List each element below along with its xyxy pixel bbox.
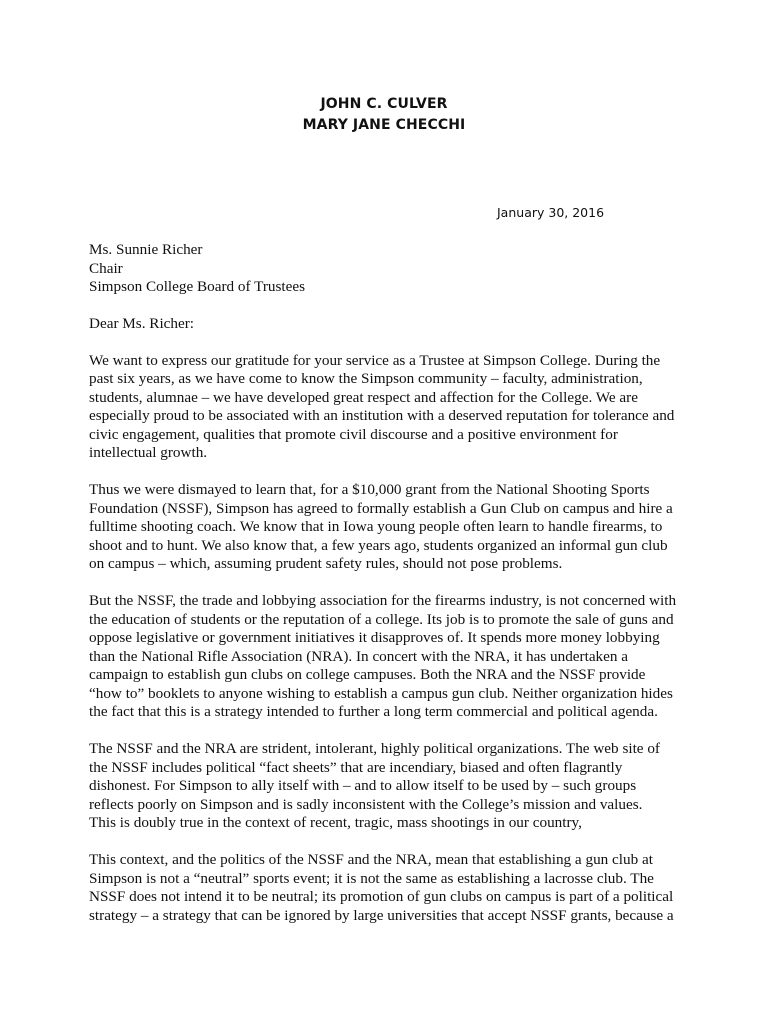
letter-date: January 30, 2016: [497, 205, 605, 220]
letterhead-name-culver: JOHN C. CULVER: [320, 96, 448, 112]
recipient-title: Chair: [89, 259, 123, 277]
paragraph-grant: Thus we were dismayed to learn that, for a $10,000 grant from the National Shooting Sports Foundation (NSSF), Simpson has agreed to formally establish a Gun Club on campus and hire a fulltime shooting coach. We know that in Iowa young people often learn to handle firearms, to shoot and to hunt. We also know that, a few years ago, students organized an informal gun club on campus – which, assuming prudent safety rules, should not pose problems.: [89, 481, 673, 572]
letter-body: [89, 241, 684, 925]
paragraph-context: This context, and the politics of the NSSF and the NRA, mean that establishing a gun club at Simpson is not a “neutral” sports event; it is not the same as establishing a lacrosse club. The NSSF does not intend it to be neutral; its promotion of gun clubs on campus is part of a political strategy – a strategy that can be ignored by large universities that accept NSSF grants, because a: [89, 851, 674, 924]
recipient-organization: Simpson College Board of Trustees: [89, 278, 306, 295]
paragraph-gratitude: We want to express our gratitude for your service as a Trustee at Simpson College. During the past six years, as we have come to know the Simpson community – faculty, administration, students, alumnae – we have developed great respect and affection for the College. We are especially proud to be associated with an institution with a deserved reputation for tolerance and civic engagement, qualities that promote civil discourse and a positive environment for intellectual growth.: [89, 351, 675, 461]
letterhead: [0, 94, 768, 136]
recipient-address: [89, 241, 684, 297]
letterhead-name-checchi: MARY JANE CHECCHI: [302, 117, 466, 133]
paragraph-political-organizations: The NSSF and the NRA are strident, intolerant, highly political organizations. The web site of the NSSF includes political “fact sheets” that are incendiary, biased and often flagrantly dishonest. For Simpson to ally itself with – and to allow itself to be used by – such groups reflects poorly on Simpson and is sadly inconsistent with the College’s mission and values. This is doubly true in the context of recent, tragic, mass shootings in our country,: [89, 740, 660, 831]
paragraph-nssf-lobbying: But the NSSF, the trade and lobbying association for the firearms industry, is not concerned with the education of students or the reputation of a college. Its job is to promote the sale of guns and oppose legislative or government initiatives it disapproves of. It spends more money lobbying than the National Rifle Association (NRA). In concert with the NRA, it has undertaken a campaign to establish gun clubs on college campuses. Both the NRA and the NSSF provide “how to” booklets to anyone wishing to establish a campus gun club. Neither organization hides the fact that this is a strategy intended to further a long term commercial and political agenda.: [89, 592, 677, 720]
recipient-name: Ms. Sunnie Richer: [89, 241, 203, 258]
salutation: Dear Ms. Richer:: [89, 314, 195, 332]
